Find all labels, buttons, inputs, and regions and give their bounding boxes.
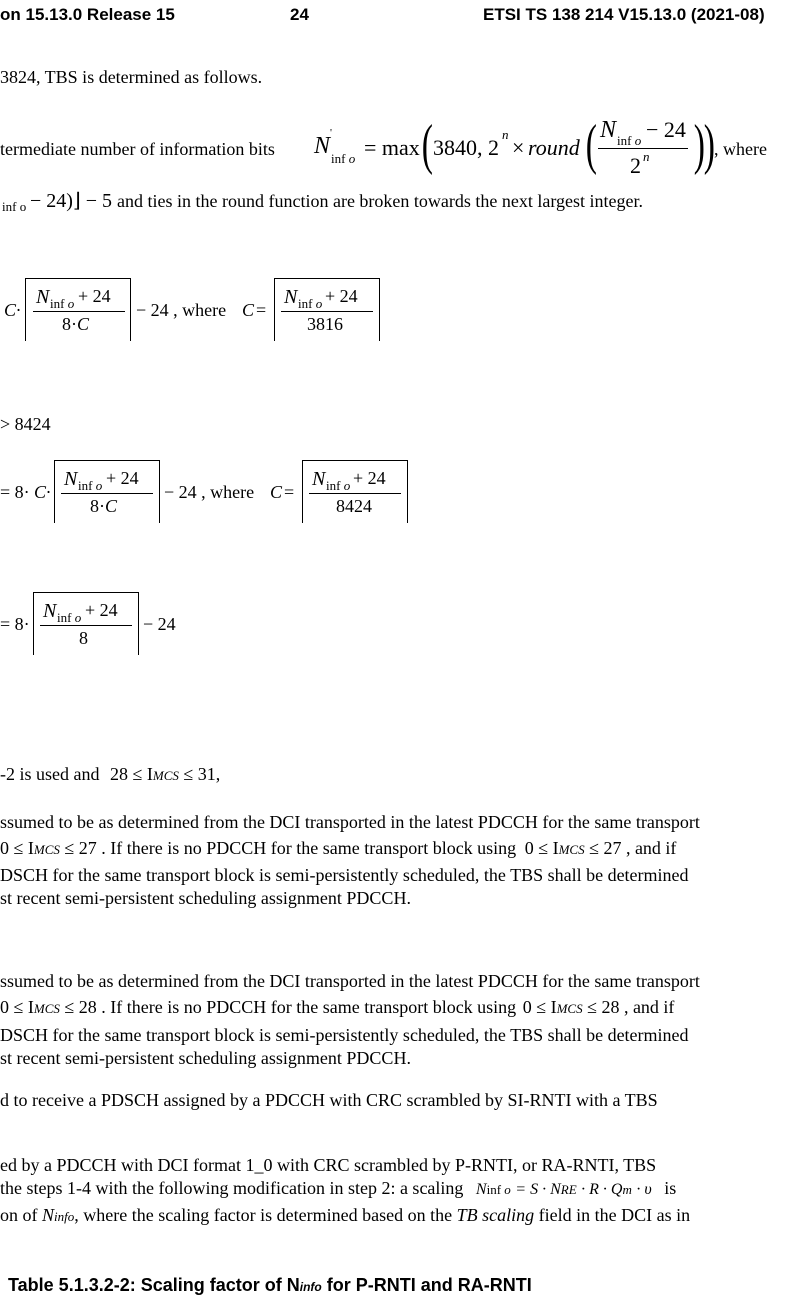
equation-c-3816: C· N inf o + 24 8·C − 24 , where C = N inf o + 24 3816 [0,278,400,348]
text-minus-24-where: − 24 , where [136,300,227,320]
equation-c-8424: = 8· C· N inf o + 24 8·C − 24 , where C = N inf o + 24 8424 [0,460,420,530]
block2-line2: 0 ≤ IMCS ≤ 28 . If there is no PDCCH for the same transport block using 0 ≤ IMCS ≤ 28 , and if [0,997,675,1017]
block3-line3: on of Ninfo, where the scaling factor is determined based on the TB scaling field in the DCI as in [0,1205,691,1225]
equation-8: = 8· N inf o + 24 8 − 24 [0,592,200,662]
block1-line2: 0 ≤ IMCS ≤ 27 . If there is no PDCCH for the same transport block using 0 ≤ IMCS ≤ 27 , and if [0,838,677,858]
block3-line1: ed by a PDCCH with DCI format 1_0 with CRC scrambled by P-RNTI, or RA-RNTI, TBS [0,1155,657,1175]
denominator-8424: 8424 [336,496,372,516]
block1-line4: st recent semi-persistent scheduling assignment PDCCH. [0,888,411,908]
block2-line4: st recent semi-persistent scheduling assignment PDCCH. [0,1048,411,1068]
para-mcs-condition: -2 is used and 28 ≤ IMCS ≤ 31, [0,764,221,784]
block1-line3: DSCH for the same transport block is semi-persistently scheduled, the TBS shall be determined [0,865,689,885]
para-si-rnti: d to receive a PDSCH assigned by a PDCCH with CRC scrambled by SI-RNTI with a TBS [0,1090,658,1110]
text-where: , where [714,139,767,159]
denominator-8: 8 [79,628,88,648]
text-minus-24: − 24 [143,614,176,634]
text-minus-24-where: − 24 , where [164,482,255,502]
symbol-n-info: N [314,133,331,159]
block1-line1: ssumed to be as determined from the DCI transported in the latest PDCCH for the same transport [0,812,700,832]
para-intermediate-bits: termediate number of information bits [0,139,275,159]
text-round-ties: and ties in the round function are broken towards the next largest integer. [117,191,644,211]
header-page-number: 24 [290,5,309,24]
condition-gt-8424: > 8424 [0,414,51,434]
para-tbs-determined: 3824, TBS is determined as follows. [0,67,263,87]
table-title: Table 5.1.3.2-2: Scaling factor of Ninfo for P-RNTI and RA-RNTI [8,1275,532,1295]
block3-line2: the steps 1-4 with the following modification in step 2: a scaling Ninf o = S · NRE · R · Qm · υ is [0,1178,677,1198]
header-spec-id: ETSI TS 138 214 V15.13.0 (2021-08) [483,5,765,24]
block2-line3: DSCH for the same transport block is semi-persistently scheduled, the TBS shall be determined [0,1025,689,1045]
equation-ninfo-max: termediate number of information bits N ' inf o = max ( 3840, 2 n × round ( N inf o − 24 2 n ) ) , where [0,114,767,178]
header-release: on 15.13.0 Release 15 [0,5,175,24]
block2-line1: ssumed to be as determined from the DCI transported in the latest PDCCH for the same transport [0,971,700,991]
denominator-3816: 3816 [307,314,343,334]
